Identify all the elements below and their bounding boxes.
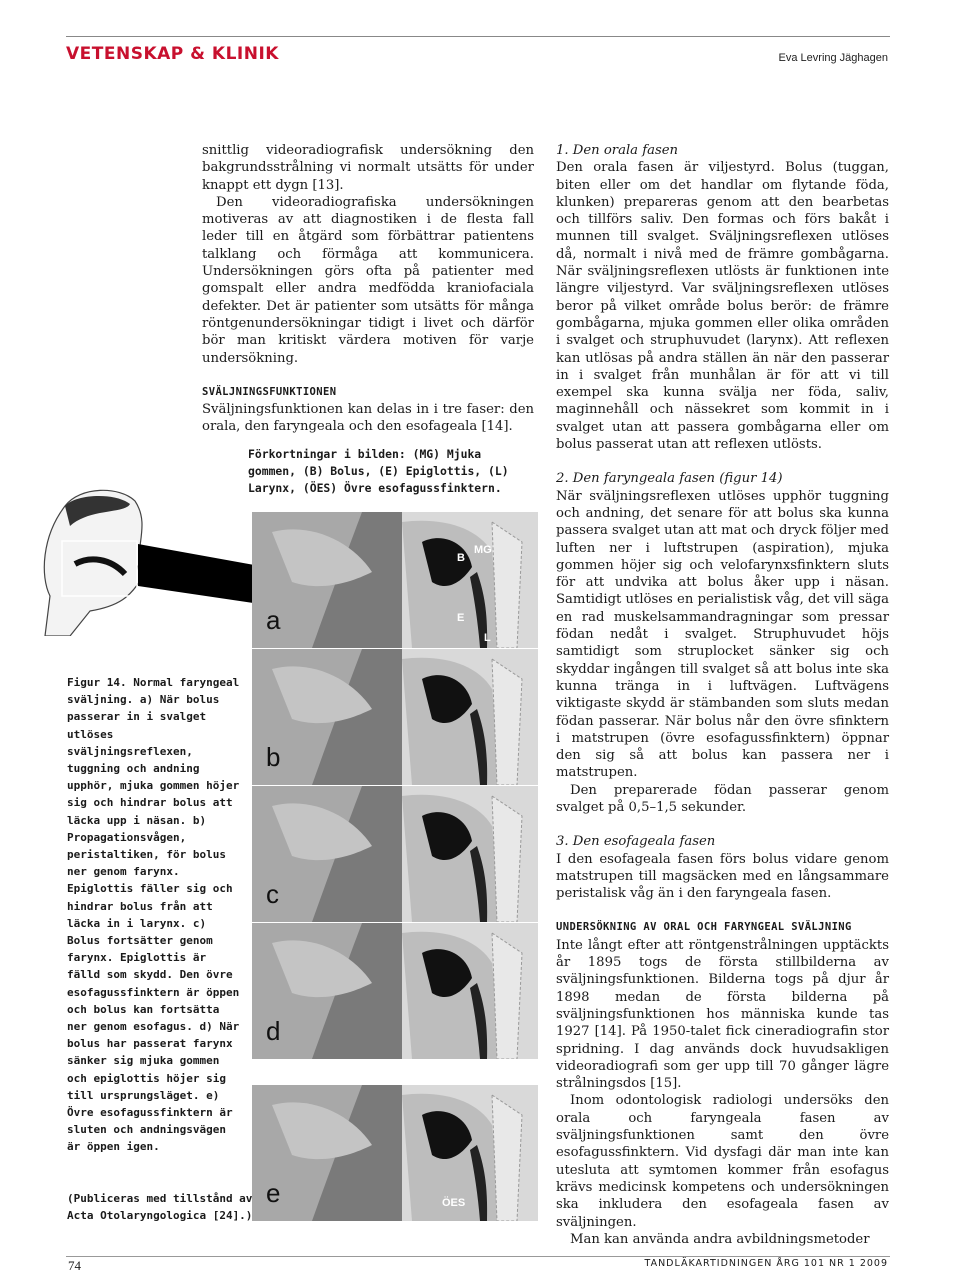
xray-label: E (457, 612, 465, 624)
xray-image (252, 923, 538, 1059)
subheading: UNDERSÖKNING AV ORAL OCH FARYNGEAL SVÄLJNING (556, 921, 852, 934)
panel-letter: d (266, 1016, 281, 1046)
paragraph: Sväljningsfunktionen kan delas in i tre faser: den orala, den faryngeala och den esofageala [14]. (202, 402, 534, 435)
xray-panel-e (252, 1085, 538, 1221)
xray-label: ÖES (442, 1197, 466, 1209)
xray-image (252, 512, 538, 648)
paragraph: Man kan använda andra avbildningsmetoder (570, 1231, 870, 1247)
subheading: SVÄLJNINGSFUNKTIONEN (202, 385, 337, 398)
paragraph: Inte långt efter att röntgenstrålningen upptäckts år 1895 togs de första stillbilderna av sväljningsfunktionen. Bilderna togs på djur år 1898 medan de första bilderna på sväljningsfunktionen hos människa kunde tas 1927 [14]. På 1950-talet fick cineradiografin stor spridning. I dag används dock huvudsakligen videoradiografi som ger upp till 70 gånger lägre strålningsdos [15]. (556, 937, 889, 1092)
paragraph: I den esofageala fasen förs bolus vidare genom matstrupen till magsäcken med en långsammare peristalisk våg än i den faryngeala fasen. (556, 851, 889, 902)
xray-label: L (484, 632, 491, 644)
figure-credit: (Publiceras med tillstånd av Acta Otolaryngologica [24].) (67, 1192, 253, 1223)
xray-panel-d (252, 923, 538, 1059)
paragraph: snittlig videoradiografisk undersökning den bakgrundsstrålning vi normalt utsätts för under knappt ett dygn [13]. (202, 143, 534, 193)
xray-image (252, 649, 538, 785)
footer-rule (66, 1256, 890, 1257)
header-rule (66, 36, 890, 37)
section-title: VETENSKAP & KLINIK (66, 44, 279, 64)
xray-panel-a (252, 512, 538, 648)
panel-letter: e (266, 1178, 281, 1208)
panel-letter: a (266, 605, 281, 635)
journal-name: TANDLÄKARTIDNINGEN ÅRG 101 NR 1 2009 (644, 1258, 888, 1269)
middle-column (202, 142, 534, 436)
subheading: 3. Den esofageala fasen (556, 834, 716, 850)
subheading: 2. Den faryngeala fasen (figur 14) (556, 471, 783, 487)
xray-image (252, 1085, 538, 1221)
author-name: Eva Levring Jäghagen (778, 52, 888, 64)
paragraph: Den preparerade födan passerar genom svalget på 0,5–1,5 sekunder. (556, 782, 889, 815)
figure-caption: Figur 14. Normal faryngeal sväljning. a) När bolus passerar in i svalget utlöses sväljningsreflexen, tuggning och andning upphör, mjuka gommen höjer sig och hindrar bolus att läcka upp i näsan. b) Propagationsvågen, peristaltiken, för bolus ner genom farynx. Epiglottis fäller sig och hindrar bolus från att läcka in i larynx. c) Bolus fortsätter genom farynx. Epiglottis är fälld som skydd. Den övre esofagussfinktern är öppen och bolus kan fortsätta ner genom esofagus. d) När bolus har passerat farynx sänker sig mjuka gommen och epiglottis höjer sig till ursprungsläget. e) Övre esofagussfinktern är sluten och andningsvägen är öppen igen. (67, 676, 240, 1154)
paragraph: Inom odontologisk radiologi undersöks den orala och faryngeala fasen av sväljningsfunktionen samt den övre esofagussfinktern. Vid dysfagi där man inte kan utesluta att symtomen kommer från esofagus krävs medicinsk kompetens och undersökningen ska inkludera den esofageala fasen av sväljningen. (556, 1093, 889, 1230)
right-column (556, 142, 889, 1248)
xray-panel-c (252, 786, 538, 922)
xray-label: MG (474, 544, 492, 556)
paragraph: När sväljningsreflexen utlöses upphör tuggning och andning, det senare för att bolus ska kunna passera svalget utan att mat och dryck följer med luften ner i luftstrupen (aspiration), mjuka gommen höjer sig och velofarynxsfinktern sluts för att undvika att bolus åker upp i näsan. Samtidigt utlöses en perialistisk våg, det vill säga en rad muskelsammandragningar som pressar födan nedåt i svalget. Struphuvudet höjs samtidigt som struplocket sänker sig och skyddar ingången till svalget så att bolus inte ska kunna tränga in i luftvägen. Luftvägens viktigaste skydd är stämbanden som sluts medan födan passerar. När bolus når den övre sfinktern i matstrupen (övre esofagussfinktern) öppnar den sig så att bolus kan passera ner i matstrupen. (556, 488, 889, 781)
figure-abbreviations: Förkortningar i bilden: (MG) Mjuka gommen, (B) Bolus, (E) Epiglottis, (L) Larynx, (ÖES) Övre esofagussfinktern. (248, 447, 509, 495)
paragraph: Den orala fasen är viljestyrd. Bolus (tuggan, biten eller om det handlar om flytande föda, klunken) prepareras genom att den bearbetas och tillförs saliv. Den formas och förs bakåt i munnen till svalget. Sväljningsreflexen utlöses då, normalt i nivå med de främre gombågarna. När sväljningsreflexen utlösts är funktionen inte längre viljestyrd. Var sväljningsreflexen utlöses beror på vilket område bolus berör: de främre gombågarna, mjuka gommen eller olika områden i svalget och struphuvudet (larynx). Att reflexen kan utlösas på andra ställen än när den passerar in i svalget från munhålan är för att vi till exempel ska kunna svälja ner föda, saliv, maginnehåll och nässekret som kommit in i svalget utan att passera gombågarna eller om bolus passerat utan att reflexen utlösts. (556, 160, 889, 453)
xray-label: B (457, 552, 465, 564)
paragraph: Den videoradiografiska undersökningen motiveras av att diagnostiken i de flesta fall leder till en åtgärd som förbättrar patientens talklang och förmåga att kommunicera. Undersökningen görs ofta på patienter med gomspalt eller andra medfödda kraniofaciala defekter. Det är patienter som utsätts för många röntgenundersökningar tidigt i livet och därför bör man kritiskt värdera motiven för varje undersökning. (202, 194, 534, 366)
panel-letter: b (266, 742, 281, 772)
page-number: 74 (68, 1258, 81, 1273)
panel-letter: c (266, 879, 279, 909)
head-illustration (30, 486, 260, 636)
subheading: 1. Den orala fasen (556, 143, 679, 158)
xray-panel-b (252, 649, 538, 785)
xray-image (252, 786, 538, 922)
